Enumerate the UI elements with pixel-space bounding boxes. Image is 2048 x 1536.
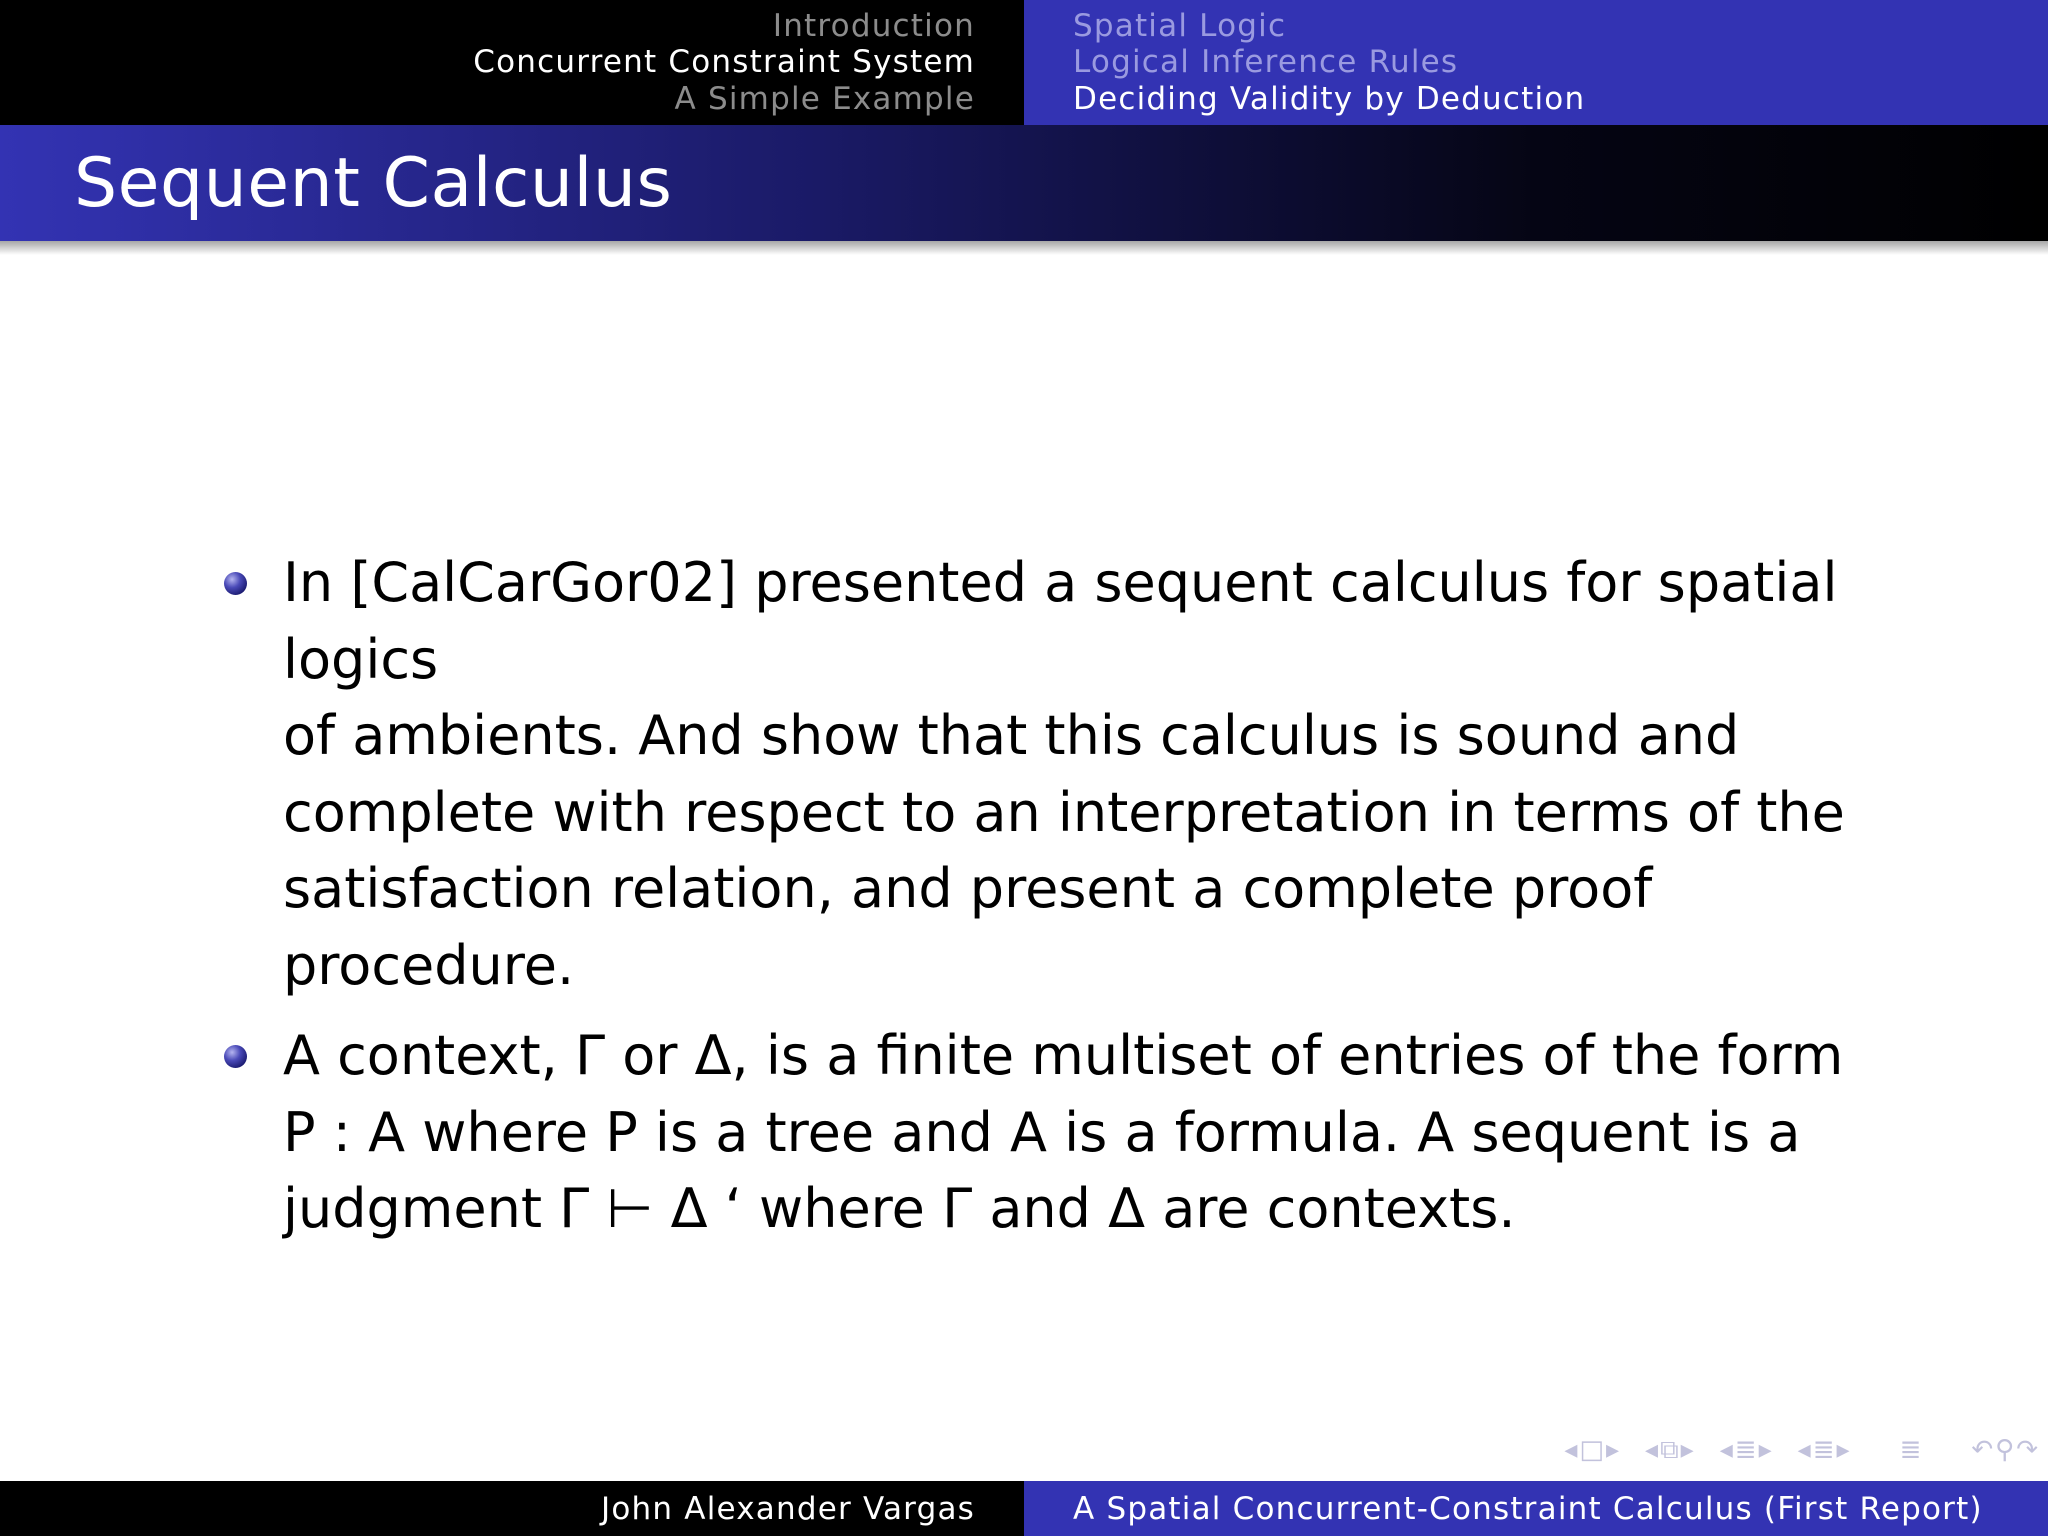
subsection-navigation [1024,0,2048,125]
nav-prev-subsection-icon[interactable]: ◂ [1719,1435,1735,1465]
footer-author-box [0,1481,1024,1536]
nav-frame-icon[interactable]: □ [1579,1435,1606,1465]
section-navigation [0,0,1024,125]
navigation-symbols [1300,1432,2040,1468]
section-link-simple-example[interactable]: A Simple Example [674,80,975,117]
page-title: Sequent Calculus [74,143,673,223]
footer-title: A Spatial Concurrent-Constraint Calculus (First Report) [1073,1490,1983,1527]
list-item [220,545,1900,1004]
footer-bar [0,1481,2048,1536]
footer-author: John Alexander Vargas [601,1490,975,1527]
section-link-concurrent-constraint-system[interactable]: Concurrent Constraint System [473,44,975,81]
subsection-link-logical-inference-rules[interactable]: Logical Inference Rules [1073,44,1459,81]
headline-bar [0,0,2048,125]
nav-next-slide-icon[interactable]: ▸ [1680,1435,1696,1465]
nav-prev-frame-icon[interactable]: ◂ [1564,1435,1580,1465]
frame-title-bar [0,125,2048,241]
bullet-icon [224,1045,247,1068]
nav-toc-icon[interactable]: ≣ [1899,1435,1924,1465]
nav-subsection-icon[interactable]: ≣ [1734,1435,1759,1465]
bullet-text: A context, Γ or Δ, is a finite multiset of entries of the form P : A where P is a tree and A is a formula. A sequent is a judgment Γ ⊢ Δ ‘ where Γ and Δ are contexts. [283,1024,1844,1240]
subsection-link-spatial-logic[interactable]: Spatial Logic [1073,7,1287,44]
footer-title-box [1024,1481,2048,1536]
nav-forward-icon[interactable]: ↷ [2016,1435,2040,1465]
nav-prev-slide-icon[interactable]: ◂ [1645,1435,1661,1465]
nav-next-subsection-icon[interactable]: ▸ [1758,1435,1774,1465]
section-link-introduction[interactable]: Introduction [772,7,975,44]
bullet-text: In [CalCarGor02] presented a sequent calculus for spatial logics of ambients. And show that this calculus is sound and complete with respect to an interpretation in terms of the satisfaction relation, and present a complete proof procedure. [283,551,1845,997]
nav-back-icon[interactable]: ↶ [1971,1435,1996,1465]
slide-content [220,545,1900,1262]
nav-search-icon[interactable]: ⚲ [1995,1435,2017,1465]
nav-next-section-icon[interactable]: ▸ [1836,1435,1852,1465]
bullet-icon [224,572,247,595]
nav-next-frame-icon[interactable]: ▸ [1605,1435,1622,1465]
list-item [220,1018,1900,1248]
title-bar-shadow [0,241,2048,255]
nav-slide-icon[interactable]: ⧉ [1660,1434,1681,1465]
subsection-link-deciding-validity[interactable]: Deciding Validity by Deduction [1073,80,1586,117]
nav-prev-section-icon[interactable]: ◂ [1797,1435,1813,1465]
nav-section-icon[interactable]: ≣ [1812,1435,1837,1465]
